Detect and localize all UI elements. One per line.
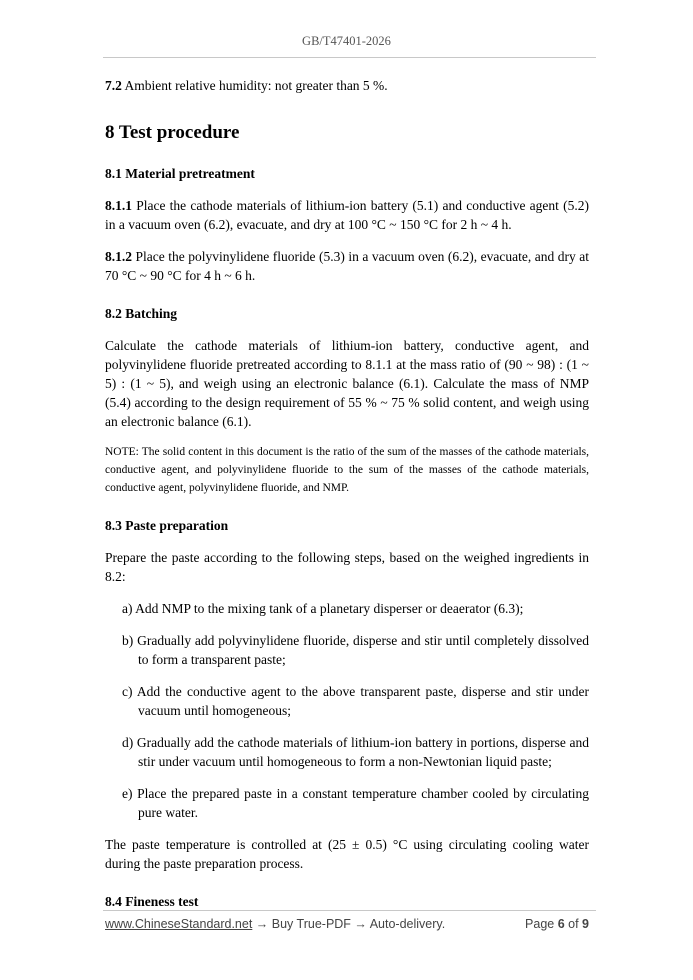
clause-number: 8.1.1: [105, 198, 132, 213]
batching-note: NOTE: The solid content in this document is the ratio of the sum of the masses of the cathode materials, conductive agent, and polyvinylidene fluoride to the sum of the masses of the cathode materials, conductive agent, polyvinylidene fluoride, and NMP.: [105, 446, 589, 494]
clause-text: Ambient relative humidity: not greater than 5 %.: [121, 78, 388, 93]
total-pages: 9: [582, 917, 589, 931]
section-8-4-heading: 8.4 Fineness test: [105, 894, 199, 909]
of-word: of: [564, 917, 583, 931]
list-item: e) Place the prepared paste in a constant temperature chamber cooled by circulating pure water.: [122, 786, 589, 820]
clause-8-1-1: [105, 196, 589, 234]
section-8-1-heading: 8.1 Material pretreatment: [105, 166, 255, 181]
document-code: GB/T47401-2026: [302, 34, 391, 48]
section-8-heading: 8 Test procedure: [105, 122, 240, 143]
list-item: a) Add NMP to the mixing tank of a planetary disperser or deaerator (6.3);: [122, 601, 524, 616]
page-content: [105, 76, 589, 911]
clause-number: 8.1.2: [105, 249, 132, 264]
footer-tagline: → Buy True-PDF → Auto-delivery.: [252, 917, 446, 931]
list-item: c) Add the conductive agent to the above transparent paste, disperse and stir under vacuum until homogeneous;: [122, 684, 589, 718]
website-link[interactable]: www.ChineseStandard.net: [105, 917, 253, 931]
clause-text: Place the cathode materials of lithium-ion battery (5.1) and conductive agent (5.2) in a vacuum oven (6.2), evacuate, and dry at 100 °C ~ 150 °C for 2 h ~ 4 h.: [105, 198, 589, 232]
list-item: b) Gradually add polyvinylidene fluoride, disperse and stir until completely dissolved to form a transparent paste;: [122, 633, 589, 667]
clause-7-2: [105, 76, 589, 95]
current-page: 6: [557, 917, 565, 931]
clause-number: 7.2: [105, 78, 122, 93]
page-word: Page: [525, 917, 558, 931]
header-divider: [103, 57, 596, 58]
clause-8-1-2: [105, 247, 589, 285]
batching-paragraph: Calculate the cathode materials of lithium-ion battery, conductive agent, and polyvinylidene fluoride pretreated according to 8.1.1 at the mass ratio of (90 ~ 98) : (1 ~ 5) : (1 ~ 5), and weigh using an electronic balance (6.1). Calculate the mass of NMP (5.4) according to the design requirement of 55 % ~ 75 % solid content, and weigh using an electronic balance (6.1).: [105, 338, 589, 429]
paste-closing: The paste temperature is controlled at (25 ± 0.5) °C using circulating cooling water during the paste preparation process.: [105, 837, 589, 871]
paste-intro: Prepare the paste according to the following steps, based on the weighed ingredients in 8.2:: [105, 550, 589, 584]
page-indicator: [525, 917, 589, 931]
footer-divider: [103, 910, 596, 911]
section-8-3-heading: 8.3 Paste preparation: [105, 518, 229, 533]
clause-text: Place the polyvinylidene fluoride (5.3) in a vacuum oven (6.2), evacuate, and dry at 70 °C ~ 90 °C for 4 h ~ 6 h.: [105, 249, 589, 283]
list-item: d) Gradually add the cathode materials of lithium-ion battery in portions, disperse and stir under vacuum until homogeneous to form a non-Newtonian liquid paste;: [122, 735, 589, 769]
footer-source: [105, 917, 445, 931]
section-8-2-heading: 8.2 Batching: [105, 306, 178, 321]
